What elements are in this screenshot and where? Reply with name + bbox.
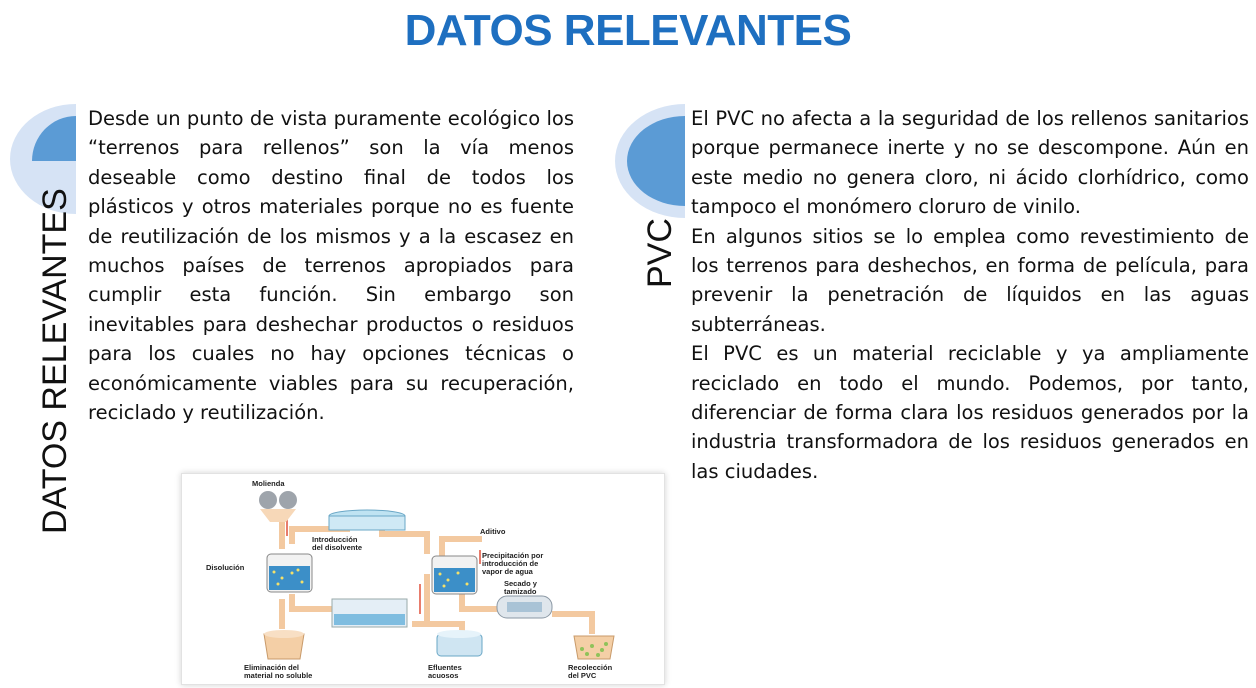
label-eliminacion-1: Eliminación del [244,663,300,672]
label-precipitacion-3: vapor de agua [482,567,533,576]
left-paragraph [88,104,574,427]
label-disolucion: Disolución [206,563,245,572]
right-paragraph-1: El PVC no afecta a la seguridad de los rellenos sanitarios porque permanece inerte y no se descompone. Aún en este medio no genera cloro, ni ácido clorhídrico, como tampoco el monómero cloruro de vinilo. [691,107,1249,219]
right-vertical-label: PVC [641,218,679,288]
pvc-recycling-process-diagram [181,473,665,685]
label-precipitacion-2: introducción de [482,559,539,568]
half-circle-decoration-right [615,104,685,218]
label-intro-disolvente-1: Introducción [312,535,358,544]
label-recoleccion-2: del PVC [568,671,597,680]
right-paragraph-3: El PVC es un material reciclable y ya ampliamente reciclado en todo el mundo. Podemos, por tanto, diferenciar de forma clara los residuos generados por la industria transformadora de los residuos generados en las ciudades. [691,342,1249,483]
process-diagram-svg [182,474,664,684]
left-vertical-label: DATOS RELEVANTES [36,188,74,534]
left-paragraph-text: Desde un punto de vista puramente ecológico los “terrenos para rellenos” son la vía menos deseable como destino final de todos los plásticos y otros materiales porque no es fuente de reutilización de los mismos y a la escasez en muchos países de terrenos apropiados para cumplir esta función. Sin embargo son inevitables para deshechar productos o residuos para los cuales no hay opciones técnicas o económicamente viables para su recuperación, reciclado y reutilización. [88,107,574,425]
page-title: DATOS RELEVANTES [404,6,852,55]
label-eliminacion-2: material no soluble [244,671,313,680]
gear-icon [259,491,297,509]
right-paragraph-2: En algunos sitios se lo emplea como revestimiento de los terrenos para deshechos, en forma de película, para prevenir la penetración de líquidos en las aguas subterráneas. [691,224,1249,336]
label-recoleccion-1: Recolección [568,663,613,672]
label-efluentes-1: Efluentes [428,663,462,672]
right-paragraphs [691,104,1249,486]
label-secado-2: tamizado [504,587,537,596]
label-precipitacion-1: Precipitación por [482,551,544,560]
label-aditivo: Aditivo [480,527,506,536]
label-intro-disolvente-2: del disolvente [312,543,363,552]
label-molienda: Molienda [252,479,285,488]
label-efluentes-2: acuosos [428,671,459,680]
label-secado-1: Secado y [504,579,537,588]
